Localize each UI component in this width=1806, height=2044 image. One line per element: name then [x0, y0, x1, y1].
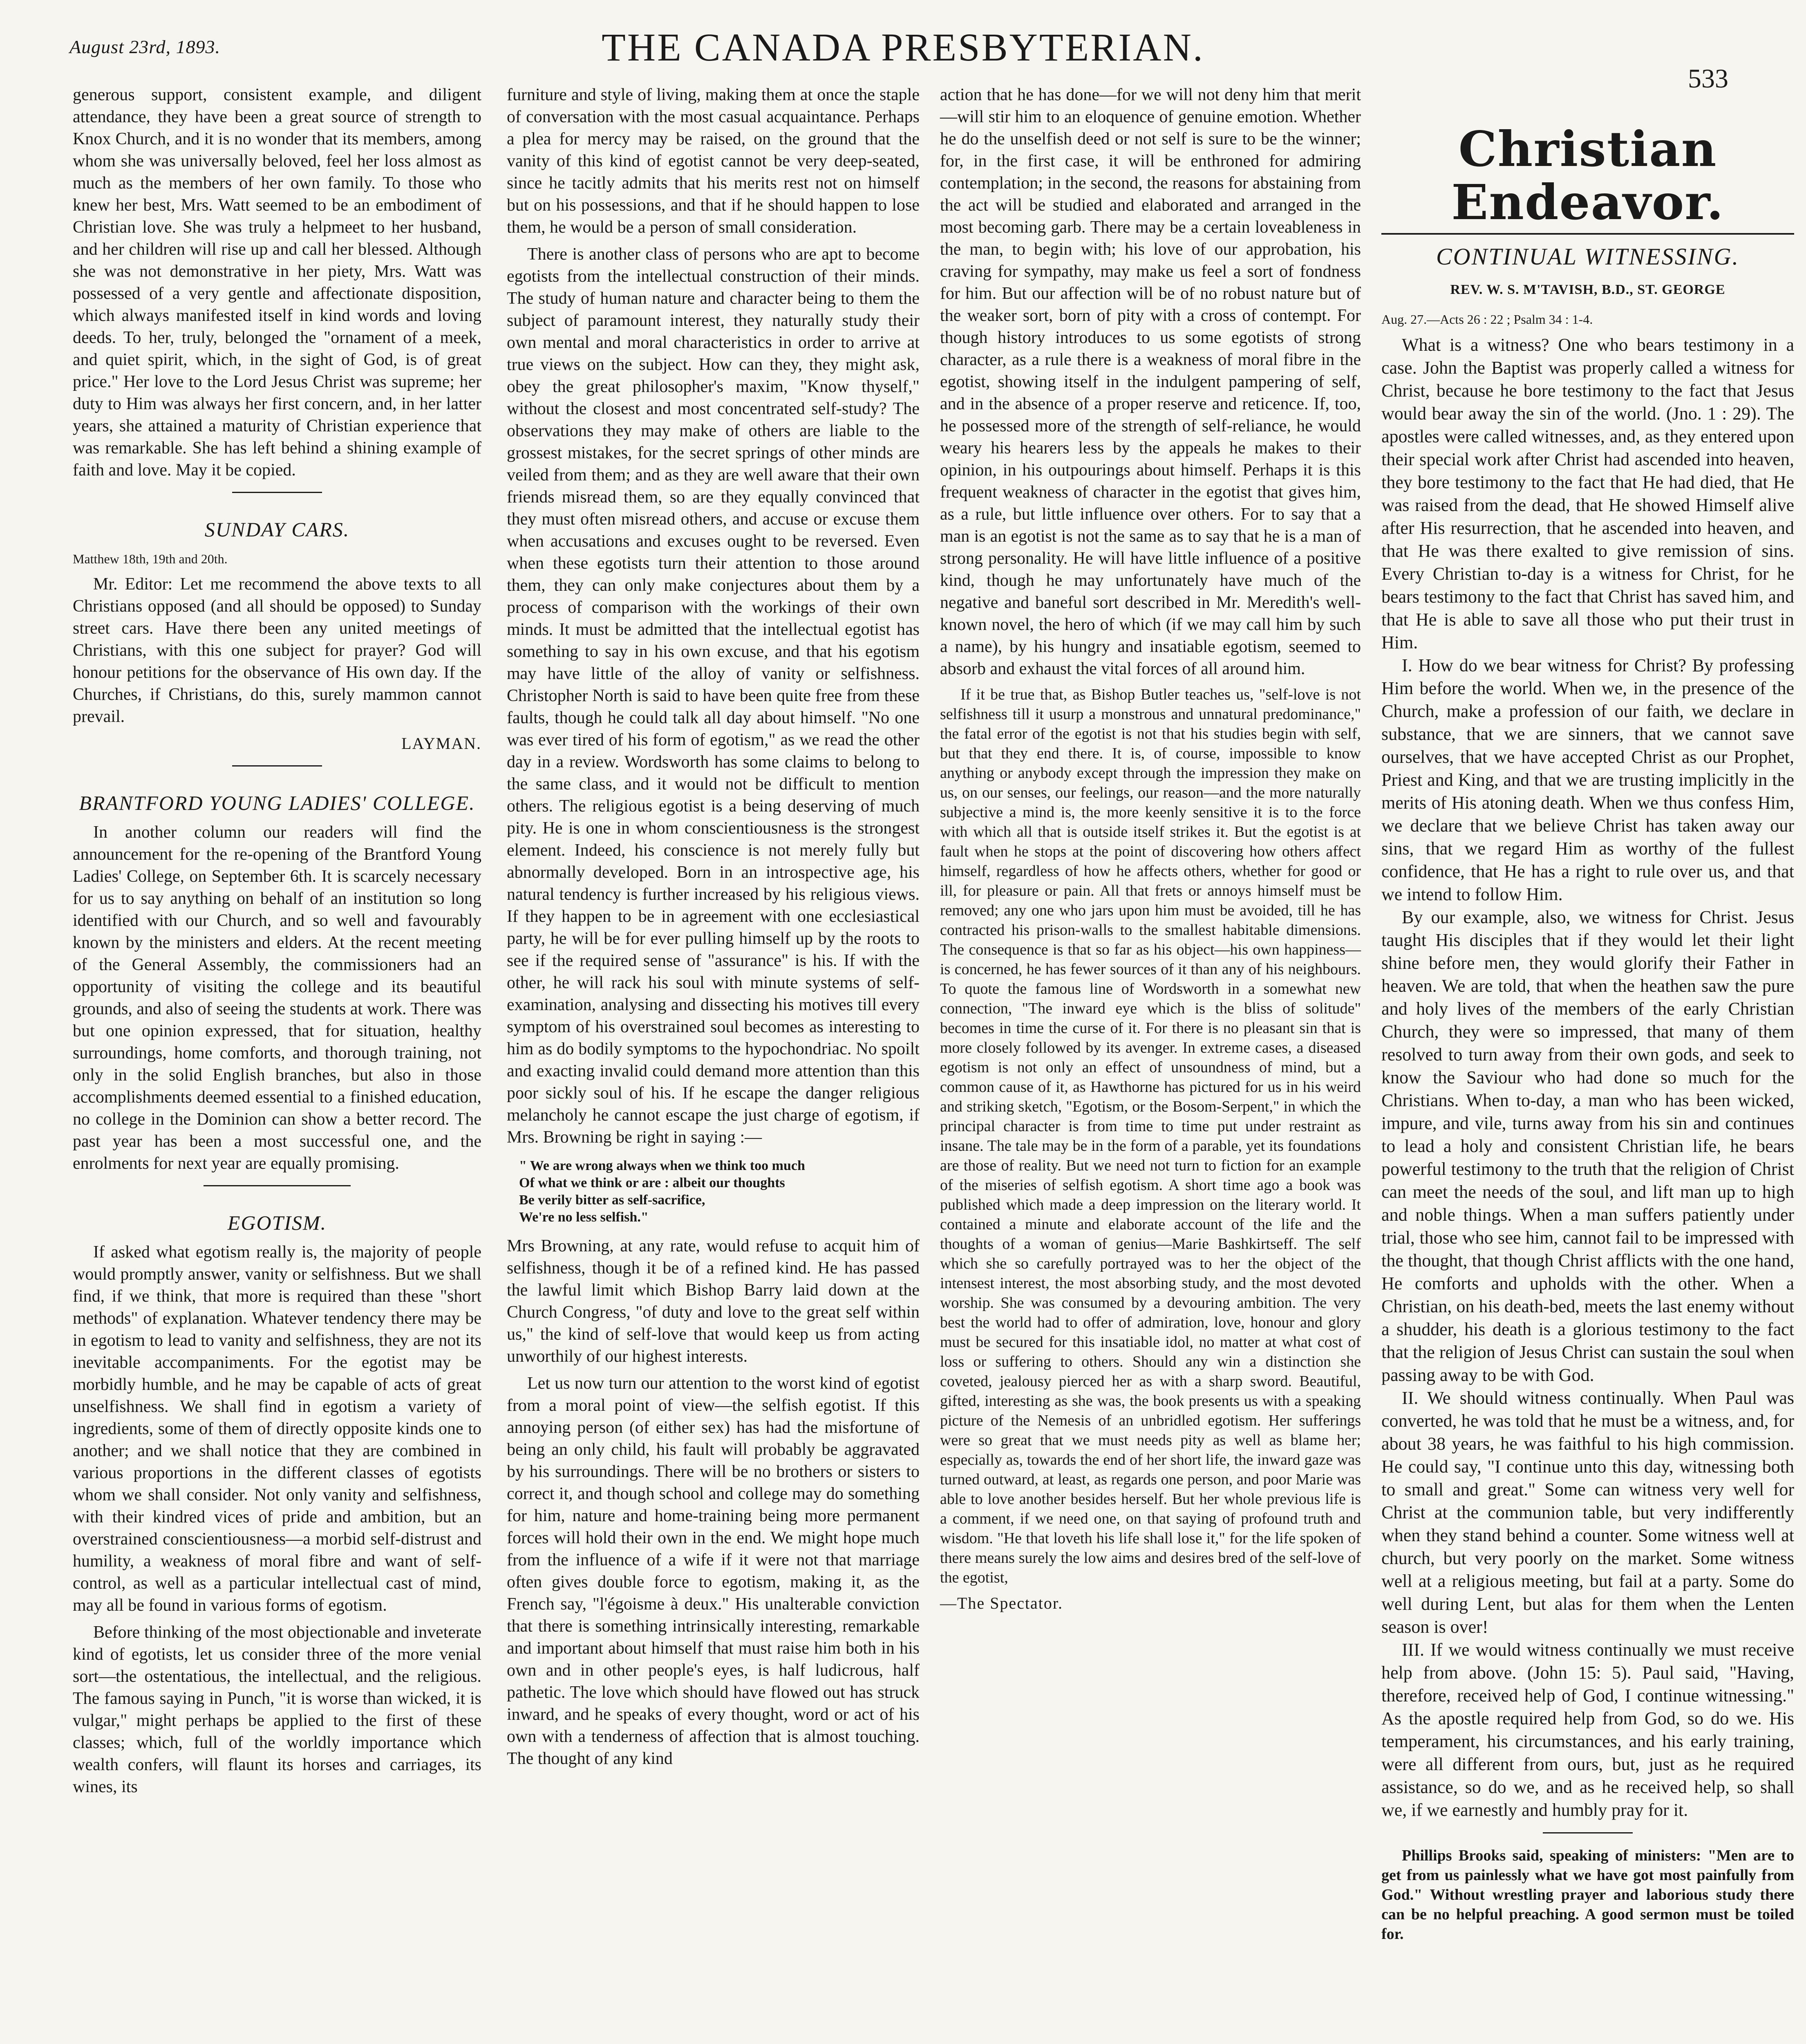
witness-paragraph: III. If we would witness continually we must receive help from above. (John 15: 5). Paul said, "Having, therefore, received help of God, I continue witnessing." As the apostle required help from God, so do we. His temperament, his circumstances, and his early training, were all different from ours, but, just as he required assistance, so do we, and as he received help, so shall we, if we earnestly and humbly pray for it. — [1381, 1640, 1794, 1820]
lesson-scripture-ref: Aug. 27.—Acts 26 : 22 ; Psalm 34 : 1-4. — [1381, 312, 1593, 327]
egotism-paragraph: action that he has done—for we will not deny him that merit—will stir him to an eloquence of genuine emotion. Whether he do the unselfish deed or not self is sure to be the winner; for, in the first case, it will be enthroned for admiring contemplation; in the second, the reasons for abstaining from the act will be studied and elaborated and arranged in the most becoming garb. There may be a certain loveableness in the man, to begin with; his love of our approbation, his craving for sympathy, may make us feel a sort of fondness for him. But our affection will be of no robust nature but of the weaker sort, born of pity with a cross of contempt. For though history introduces to us some egotists of strong character, as a rule there is a weakness of moral fibre in the egotist, showing itself in the indulgent pampering of self, and in the absence of a proper reserve and reticence. If, too, he possessed more of the strength of self-reliance, he would weary his hearers less by the appeals he makes to their opinion, in his outpourings about himself. Perhaps it is this frequent weakness of character in the egotist that gives him, as a rule, but little influence over others. For to say that a man is an egotist is not the same as to say that he is a man of strong personality. He will have little influence of a positive kind, though he may unfortunately have much of the negative and baneful sort described in Mr. Meredith's well-known novel, the hero of which (if we may call him by such a name), by his hungry and insatiable egotism, seemed to absorb and exhaust the vital forces of all around him. — [940, 85, 1361, 678]
brantford-college-text: In another column our readers will find the announcement for the re-opening of the Brantford Young Ladies' College, on September 6th. It is scarcely necessary for us to say anything on behalf of an institution so long identified with our Church, and so well and favourably known by the ministers and elders. At the recent meeting of the General Assembly, the commissioners had an opportunity of visiting the college and its beautiful grounds, and also of seeing the students at work. There was but one opinion expressed, that for situation, healthy surroundings, home comforts, and thorough training, not only in the solid English branches, but also in those accomplishments deemed essential to a finished education, no college in the Dominion can show a better record. The past year has been a most successful one, and the enrolments for next year are equally promising. — [73, 823, 482, 1173]
column-2 — [507, 84, 920, 1770]
egotism-paragraph: There is another class of persons who are apt to become egotists from the intellectual construction of their minds. The study of human nature and character being to them the subject of paramount interest, they naturally study their own mental and moral characteristics in order to arrive at true views on the subject. How can they, they might ask, obey the great philosopher's maxim, "Know thyself," without the closest and most concentrated self-study? The observations they may make of others are liable to the grossest mistakes, for the secret springs of other minds are veiled from them; and as they are well aware that their own friends misread them, so are they equally convinced that they must often misread others, and accuse or excuse them when accusations and excuses ought to be reversed. Even when these egotists turn their attention to those around them, they can only make conjectures about them by a process of comparison with the workings of their own minds. It must be admitted that the intellectual egotist has something to say in his own excuse, and that his egotism may have little of the alloy of vanity or selfishness. Christopher North is said to have been quite free from these faults, though he could talk all day about himself. "No one was ever tired of his form of egotism," as we read the other day in a review. Wordsworth has some claims to belong to the same class, and it would not be difficult to mention others. The religious egotist is a being deserving of much pity. He is one in whom conscientiousness is the strongest element. Indeed, his conscience is not merely fully but abnormally developed. Born in an introspective age, his natural tendency is further increased by his religious views. If they happen to be in agreement with one ecclesiastical party, he will be for ever pulling himself up by the roots to see if the required sense of "assurance" is his. If with the other, he will rack his soul with minute systems of self-examination, analysing and dissecting his motives till every symptom of his overstrained soul becomes as interesting to him as do bodily symptoms to the hypochondriac. No spoilt and exacting invalid could demand more attention than this poor sickly soul of his. If he escape the danger religious melancholy he cannot escape the just charge of egotism, if Mrs. Browning be right in saying :— — [507, 245, 920, 1147]
column-1 — [73, 84, 481, 1798]
egotism-paragraph: Let us now turn our attention to the worst kind of egotist from a moral point of view—the selfish egotist. If this annoying person (of either sex) has had the misfortune of being an only child, his fault will probably be aggravated by his surroundings. There will be no brothers or sisters to correct it, and though school and college may do something for him, nature and home-training being more permanent forces will hold their own in the end. We might hope much from the influence of a wife if it were not that marriage often gives double force to egotism, making it, as the French say, "l'égoisme à deux." His unalterable conviction that there is something intrinsically interesting, remarkable and important about himself that must raise him both in his own and in other people's eyes, is half ludicrous, half pathetic. The love which should have flowed out has struck inward, and he speaks of every thought, word or act of his own with a tenderness of affection that is almost touching. The thought of any kind — [507, 1374, 920, 1768]
egotism-paragraph: Mrs Browning, at any rate, would refuse to acquit him of selfishness, though it be of a refined kind. He has passed the lawful limit which Bishop Barry laid down at the Church Congress, "of duty and love to the great self within us," the kind of self-love that would keep us from acting unworthily of our highest interests. — [507, 1237, 920, 1366]
egotism-paragraph: If asked what egotism really is, the majority of people would promptly answer, vanity or selfishness. But we shall find, if we think, that more is required than these "short methods" of explanation. Whatever tendency there may be in egotism to lead to vanity and selfishness, they are not its inevitable accompaniments. For the egotist may be morbidly humble, and he may be capable of acts of great unselfishness. We shall find in egotism a variety of ingredients, some of them of directly opposite kinds one to another; and we shall notice that they are combined in various proportions in the different classes of egotists whom we shall consider. Not only vanity and selfishness, with their kindred vices of pride and ambition, but an overstrained conscientiousness—a morbid self-distrust and humility, a weakness of moral fibre and want of self-control, as well as a particular intellectual cast of mind, may all be found in various forms of egotism. — [73, 1243, 481, 1615]
egotism-paragraph: furniture and style of living, making them at once the staple of conversation with the most casual acquaintance. Perhaps a plea for mercy may be raised, on the ground that the vanity of this kind of egotist cannot be very deep-seated, since he tacitly admits that his merits rest not on himself but on his possessions, and that if he should happen to lose them, he would be a person of small consideration. — [507, 85, 920, 237]
divider — [232, 765, 322, 766]
issue-date: August 23rd, 1893. — [69, 36, 220, 57]
masthead — [0, 0, 1806, 94]
egotism-paragraph: Before thinking of the most objectionable and inveterate kind of egotists, let us consider three of the more venial sort—the ostentatious, the intellectual, and the religious. The famous saying in Punch, "it is worse than wicked, it is vulgar," might perhaps be applied to the first of these classes; which, full of the worldly importance which wealth confers, will flaunt its horses and carriages, its wines, its — [73, 1623, 481, 1796]
sunday-cars-letter: Mr. Editor: Let me recommend the above texts to all Christians opposed (and all should be opposed) to Sunday street cars. Have there been any united meetings of Christians, with this one subject for prayer? God will honour petitions for the observance of His own day. If the Churches, if Christians, do this, surely mammon cannot prevail. — [73, 575, 481, 726]
brantford-college-title: BRANTFORD YOUNG LADIES' COLLEGE. — [79, 791, 475, 814]
poem-line: " We are wrong always when we think too much — [519, 1158, 805, 1173]
sunday-cars-scripture-ref: Matthew 18th, 19th and 20th. — [73, 551, 228, 566]
column-4 — [1381, 123, 1794, 1944]
column-3 — [940, 84, 1361, 1614]
egotism-title: EGOTISM. — [227, 1211, 327, 1234]
divider — [232, 492, 322, 493]
obituary-continuation: generous support, consistent example, and diligent attendance, they have been a great source of strength to Knox Church, and it is no wonder that its members, among whom she was universally beloved, feel her loss almost as much as the members of her own family. To those who knew her best, Mrs. Watt seemed to be an embodiment of Christian love. She was truly a helpmeet to her husband, and her children will rise up and call her blessed. Although she was not demonstrative in her piety, Mrs. Watt was possessed of a very gentle and affectionate disposition, which always manifested itself in kind words and loving deeds. To her, truly, belonged the "ornament of a meek, and quiet spirit, which, in the sight of God, is of great price." Her love to the Lord Jesus Christ was supreme; her duty to Him was always her first concern, and, in her latter years, she attained a maturity of Christian experience that was remarkable. She has left behind a shining example of faith and love. May it be copied. — [73, 85, 481, 480]
divider — [1543, 1832, 1633, 1833]
page-number: 533 — [1688, 64, 1728, 94]
article-author: REV. W. S. M'TAVISH, B.D., ST. GEORGE — [1450, 282, 1725, 297]
witness-paragraph: II. We should witness continually. When Paul was converted, he was told that he must be a witness, and, for about 38 years, he was faithful to his high commission. He could say, "I continue unto this day, witnessing both to small and great." Some can witness very well for Christ at the communion table, but very indifferently when they stand behind a counter. Some witness well at church, but very poorly on the market. Some witness well at a religious meeting, but fail at a party. Some do well during Lent, but alas for them when the Lenten season is over! — [1381, 1388, 1794, 1637]
poem-line: Be verily bitter as self-sacrifice, — [519, 1192, 705, 1208]
egotism-paragraph: If it be true that, as Bishop Butler teaches us, "self-love is not selfishness till it usurp a monstrous and unnatural predominance," the fatal error of the egotist is not that his studies begin with self, but that they end there. It is, of course, impossible to know anything or anybody except through the impression they make on us, on our senses, our feelings, our reason—and the more naturally subjective a mind is, the more keenly sensitive it is to the force with which all that is outside itself strikes it. But the egotist is at fault when he stops at the point of discovering how others affect himself, regardless of how he affects others, whether for good or ill, for pleasure or pain. All that frets or annoys himself must be removed; any one who jars upon him must be avoided, till he has contracted his prison-walls to the smallest habitable dimensions. The consequence is that so far as his object—his own happiness—is concerned, he has fewer sources of it than any of his neighbours. To quote the famous line of Wordsworth in a somewhat new connection, "The inward eye which is the bliss of solitude" becomes in time the curse of it. For there is no pleasant sin that is more closely followed by its avenger. In extreme cases, a diseased egotism is not only an effect of unsoundness of mind, but a common cause of it, as Hawthorne has pictured for us in his weird and striking sketch, "Egotism, or the Bosom-Serpent," in which the principal character is from time to time put under restraint as insane. The tale may be in the form of a parable, yet its foundations are those of reality. But we need not turn to fiction for an example of the miseries of selfish egotism. A short time ago a book was published which made a deep impression on the literary world. It contained a minute and elaborate account of the life and the thoughts of a woman of genius—Marie Bashkirtseff. The self which she so carefully portrayed was to her the object of the intensest interest, the most absorbing study, and the most devoted worship. She was consumed by a devouring ambition. The very best the world had to offer of admiration, love, honour and glory must be secured for this insatiable idol, no matter at what cost of loss or suffering to others. Should any win a distinction she coveted, jealousy pierced her as with a sharp sword. Beautiful, gifted, interesting as she was, the book presents us with a speaking picture of the Nemesis of an unbridled egotism. Her sufferings were so great that we must needs pity as well as blame her; especially as, towards the end of her short life, the inward gaze was turned outward, at least, as regards one person, and poor Marie was able to love another besides herself. But her whole previous life is a comment, if we need one, on that saying of profound truth and wisdom. "He that loveth his life shall lose it," for the life spoken of there means surely the low aims and desires bred of the self-love of the egotist, — [940, 686, 1361, 1586]
witness-paragraph: I. How do we bear witness for Christ? By professing Him before the world. When we, in the presence of the Church, make a profession of our faith, we declare in substance, that we are sinners, that we cannot save ourselves, that we have accepted Christ as our Prophet, Priest and King, and that we are trusting implicitly in the merits of His atoning death. When we thus confess Him, we declare that we believe Christ has taken away our sins, that we regard Him as worthy of the fullest confidence, that He has a right to rule over us, and that we intend to follow Him. — [1381, 655, 1794, 904]
continual-witnessing-title: CONTINUAL WITNESSING. — [1381, 233, 1794, 271]
phillips-brooks-quote: Phillips Brooks said, speaking of ministers: "Men are to get from us painlessly what we have got most painfully from God." Without wrestling prayer and laborious study there can be no helpful preaching. A good sermon must be toiled for. — [1381, 1847, 1794, 1943]
christian-endeavor-heading: Christian Endeavor. — [1451, 121, 1724, 231]
divider — [204, 1185, 351, 1186]
poem-line: We're no less selfish." — [519, 1210, 649, 1225]
sunday-cars-signature: LAYMAN. — [401, 734, 481, 753]
witness-paragraph: What is a witness? One who bears testimony in a case. John the Baptist was properly called a witness for Christ, because he bore testimony to the fact that Jesus would bear away the sin of the world. (Jno. 1 : 29). The apostles were called witnesses, and, as they entered upon their special work after Christ had ascended into heaven, they bore testimony to the fact that He had died, that He was raised from the dead, that He showed Himself alive after His resurrection, that he ascended into heaven, and that He was there exalted to give remission of sins. Every Christian to-day is a witness for Christ, for he bears testimony to the fact that Christ has saved him, and that He is able to save all those who put their trust in Him. — [1381, 335, 1794, 652]
browning-quotation — [519, 1157, 920, 1226]
witness-paragraph: By our example, also, we witness for Christ. Jesus taught His disciples that if they would let their light shine before men, they would glorify their Father in heaven. We are told, that when the heathen saw the pure and holy lives of the members of the early Christian Church, they were so impressed, that many of them resolved to turn away from their own gods, and seek to know the Saviour who had done so much for the Christians. When to-day, a man who has been wicked, impure, and vile, turns away from his sin and continues to lead a holy and consistent Christian life, he bears powerful testimony to the truth that the religion of Christ can meet the needs of the soul, and lift man up to high and noble things. When a man suffers patiently under trial, those who see him, cannot fail to be impressed with the thought, that though Christ afflicts with the one hand, He comforts and upholds with the other. When a Christian, on his death-bed, meets the last enemy without a shudder, his death is a glorious testimony to the fact that the religion of Jesus Christ can sustain the soul when passing away to be with God. — [1381, 907, 1794, 1385]
poem-line: Of what we think or are : albeit our thoughts — [519, 1175, 785, 1190]
sunday-cars-title: SUNDAY CARS. — [204, 518, 350, 541]
egotism-source: —The Spectator. — [940, 1594, 1063, 1612]
newspaper-title: THE CANADA PRESBYTERIAN. — [602, 25, 1204, 69]
